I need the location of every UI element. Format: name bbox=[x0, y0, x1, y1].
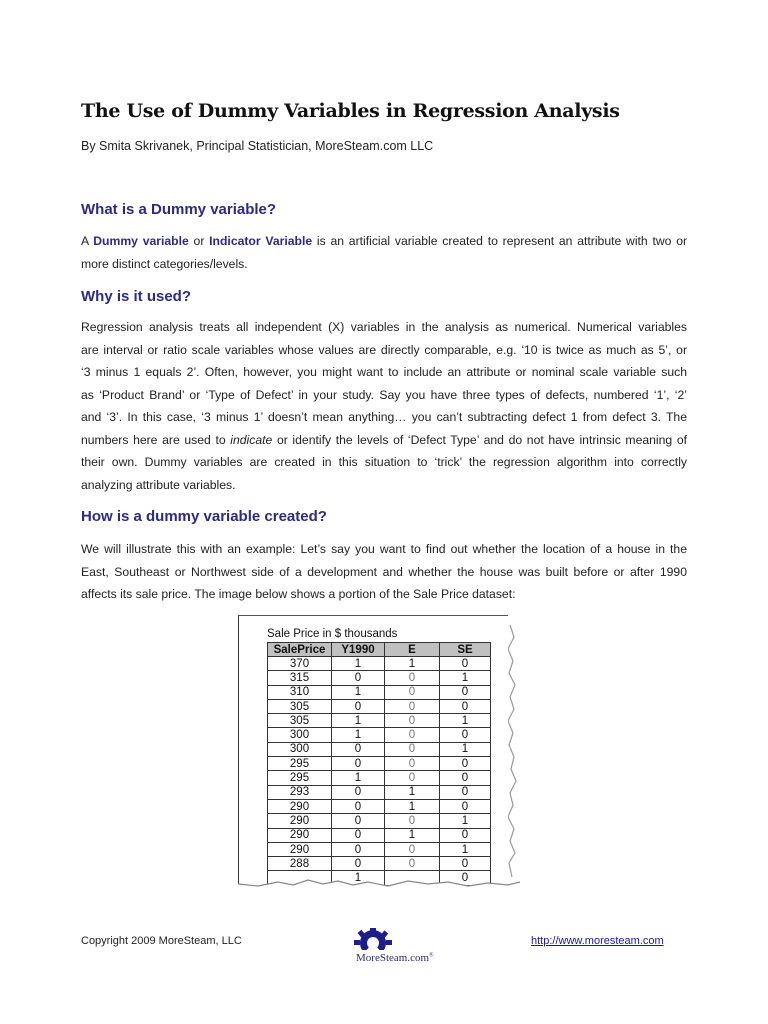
emphasis-indicate: indicate bbox=[230, 432, 273, 447]
paragraph-line: as ‘Product Brand’ or ‘Type of Defect’ in your study. Say you have three types of defects, numbered ‘1’, ‘2’ bbox=[81, 387, 687, 402]
table-cell-e: 0 bbox=[385, 771, 440, 785]
paragraph-line: Regression analysis treats all independent (X) variables in the analysis as numerical. Numerical variables bbox=[81, 320, 687, 334]
section-paragraph-what bbox=[81, 230, 687, 275]
table-row bbox=[268, 799, 491, 813]
table-cell-e: 0 bbox=[385, 685, 440, 699]
paragraph-line bbox=[81, 429, 687, 452]
table-row bbox=[268, 857, 491, 871]
section-heading-what: What is a Dummy variable? bbox=[81, 201, 277, 218]
table-cell-y1990: 0 bbox=[332, 757, 385, 771]
table-cell-y1990: 1 bbox=[332, 871, 385, 885]
paragraph-line: We will illustrate this with an example: Let’s say you want to find out whether the location of a house in the bbox=[81, 542, 687, 556]
table-cell-se: 0 bbox=[440, 685, 491, 699]
torn-edge-bottom bbox=[238, 876, 520, 894]
table-cell-saleprice: 293 bbox=[268, 785, 332, 799]
table-cell-y1990: 0 bbox=[332, 742, 385, 756]
table-cell-se: 0 bbox=[440, 757, 491, 771]
table-cell-y1990: 0 bbox=[332, 857, 385, 871]
table-cell-se: 0 bbox=[440, 785, 491, 799]
section-heading-how: How is a dummy variable created? bbox=[81, 508, 327, 525]
table-cell-se: 0 bbox=[440, 657, 491, 671]
logo-text bbox=[356, 952, 434, 964]
table-row bbox=[268, 814, 491, 828]
table-cell-se: 0 bbox=[440, 857, 491, 871]
table-row bbox=[268, 671, 491, 685]
table-cell-saleprice: 290 bbox=[268, 828, 332, 842]
text: numbers here are used to bbox=[81, 432, 231, 447]
table-cell-y1990: 0 bbox=[332, 699, 385, 713]
table-cell-se: 0 bbox=[440, 699, 491, 713]
table-cell-e: 1 bbox=[385, 799, 440, 813]
paragraph-line: East, Southeast or Northwest side of a development and whether the house was built before or after 1990 bbox=[81, 564, 687, 579]
table-cell-y1990: 0 bbox=[332, 799, 385, 813]
table-cell-saleprice: 310 bbox=[268, 685, 332, 699]
table-cell-saleprice: 305 bbox=[268, 714, 332, 728]
paragraph-line bbox=[81, 230, 687, 253]
page-title: The Use of Dummy Variables in Regression Analysis bbox=[81, 100, 620, 122]
table-row bbox=[268, 657, 491, 671]
paragraph-line: their own. Dummy variables are created in this situation to ‘trick’ the regression algorithm into correctly bbox=[81, 455, 687, 469]
text: is an artificial variable created to represent an attribute with two or bbox=[312, 234, 688, 248]
sale-price-table bbox=[267, 642, 491, 886]
table-row bbox=[268, 842, 491, 856]
paragraph-line: and ‘3’. In this case, ‘3 minus 1’ doesn’t mean anything… you can’t subtracting defect 1 from defect 3. The bbox=[81, 410, 687, 424]
column-header-y1990: Y1990 bbox=[332, 643, 385, 657]
table-cell-e: 1 bbox=[385, 828, 440, 842]
column-header-se: SE bbox=[440, 643, 491, 657]
table-cell-e: 0 bbox=[385, 857, 440, 871]
table-cell-y1990: 1 bbox=[332, 728, 385, 742]
paragraph-line: affects its sale price. The image below shows a portion of the Sale Price dataset: bbox=[81, 587, 516, 601]
copyright-text: Copyright 2009 MoreSteam, LLC bbox=[81, 935, 242, 947]
byline: By Smita Skrivanek, Principal Statistician, MoreSteam.com LLC bbox=[81, 139, 434, 153]
table-row bbox=[268, 685, 491, 699]
figure-caption: Sale Price in $ thousands bbox=[267, 628, 398, 640]
table-cell-y1990: 0 bbox=[332, 814, 385, 828]
table-row bbox=[268, 742, 491, 756]
table-cell-saleprice: 295 bbox=[268, 757, 332, 771]
table-cell-se: 1 bbox=[440, 671, 491, 685]
table-cell-y1990: 1 bbox=[332, 657, 385, 671]
table-cell-e: 0 bbox=[385, 671, 440, 685]
table-cell-saleprice: 290 bbox=[268, 799, 332, 813]
table-cell-se: 1 bbox=[440, 742, 491, 756]
text: A bbox=[81, 234, 94, 248]
sale-price-dataset-figure bbox=[238, 615, 520, 888]
table-cell-e: 0 bbox=[385, 714, 440, 728]
table-cell-saleprice: 305 bbox=[268, 699, 332, 713]
table-cell-saleprice: 290 bbox=[268, 842, 332, 856]
table-cell-e: 0 bbox=[385, 742, 440, 756]
table-body bbox=[268, 657, 491, 886]
table-cell-se: 1 bbox=[440, 814, 491, 828]
table-cell-e: 0 bbox=[385, 842, 440, 856]
table-row bbox=[268, 714, 491, 728]
website-link[interactable]: http://www.moresteam.com bbox=[531, 935, 664, 947]
registered-mark: ® bbox=[429, 952, 434, 959]
table-cell-e: 0 bbox=[385, 728, 440, 742]
text: or identify the levels of ‘Defect Type’ and do not have intrinsic meaning of bbox=[272, 432, 688, 447]
figure-frame bbox=[238, 615, 509, 886]
column-header-saleprice: SalePrice bbox=[268, 643, 332, 657]
table-cell-se: 0 bbox=[440, 728, 491, 742]
table-cell-y1990: 1 bbox=[332, 771, 385, 785]
table-row bbox=[268, 699, 491, 713]
table-row bbox=[268, 771, 491, 785]
table-cell-saleprice: 288 bbox=[268, 857, 332, 871]
table-cell-e: 0 bbox=[385, 699, 440, 713]
paragraph-line: analyzing attribute variables. bbox=[81, 477, 236, 492]
table-cell-saleprice: 370 bbox=[268, 657, 332, 671]
table-cell-se: 0 bbox=[440, 799, 491, 813]
logo-wordmark: MoreSteam.com bbox=[356, 952, 430, 964]
table-cell-saleprice: 300 bbox=[268, 728, 332, 742]
table-cell-y1990: 0 bbox=[332, 842, 385, 856]
table-cell-y1990: 1 bbox=[332, 714, 385, 728]
table-cell-y1990: 1 bbox=[332, 685, 385, 699]
table-cell-e: 0 bbox=[385, 814, 440, 828]
table-cell-y1990: 0 bbox=[332, 671, 385, 685]
table-cell-saleprice: 295 bbox=[268, 771, 332, 785]
paragraph-line: ‘3 minus 1 equals 2’. Often, however, you might want to include an attribute or nominal scale variable such bbox=[81, 365, 687, 379]
table-cell-saleprice: 315 bbox=[268, 671, 332, 685]
paragraph-line: more distinct categories/levels. bbox=[81, 256, 248, 271]
table-header-row bbox=[268, 643, 491, 657]
term-dummy-variable: Dummy variable bbox=[93, 234, 189, 248]
table-cell-se: 0 bbox=[440, 871, 491, 885]
table-cell-saleprice: 300 bbox=[268, 742, 332, 756]
table-cell-se: 1 bbox=[440, 842, 491, 856]
table-cell-se: 0 bbox=[440, 771, 491, 785]
section-paragraph-how bbox=[81, 538, 687, 606]
table-cell-y1990: 0 bbox=[332, 828, 385, 842]
table-cell-e: 1 bbox=[385, 657, 440, 671]
table-row bbox=[268, 757, 491, 771]
table-cell-se: 1 bbox=[440, 714, 491, 728]
torn-edge-right bbox=[508, 615, 532, 888]
paragraph-line: are interval or ratio scale variables whose values are directly comparable, e.g. ‘10 is twice as much as 5’, or bbox=[81, 342, 687, 357]
column-header-e: E bbox=[385, 643, 440, 657]
table-row bbox=[268, 828, 491, 842]
table-cell-saleprice: 290 bbox=[268, 814, 332, 828]
table-cell-e: 0 bbox=[385, 757, 440, 771]
section-paragraph-why bbox=[81, 316, 687, 496]
moresteam-logo bbox=[344, 928, 448, 968]
table-row bbox=[268, 728, 491, 742]
section-heading-why: Why is it used? bbox=[81, 288, 192, 305]
text: or bbox=[188, 234, 210, 248]
term-indicator-variable: Indicator Variable bbox=[209, 234, 313, 248]
table-row bbox=[268, 785, 491, 799]
table-cell-se: 0 bbox=[440, 828, 491, 842]
table-cell-y1990: 0 bbox=[332, 785, 385, 799]
table-cell-e: 1 bbox=[385, 785, 440, 799]
